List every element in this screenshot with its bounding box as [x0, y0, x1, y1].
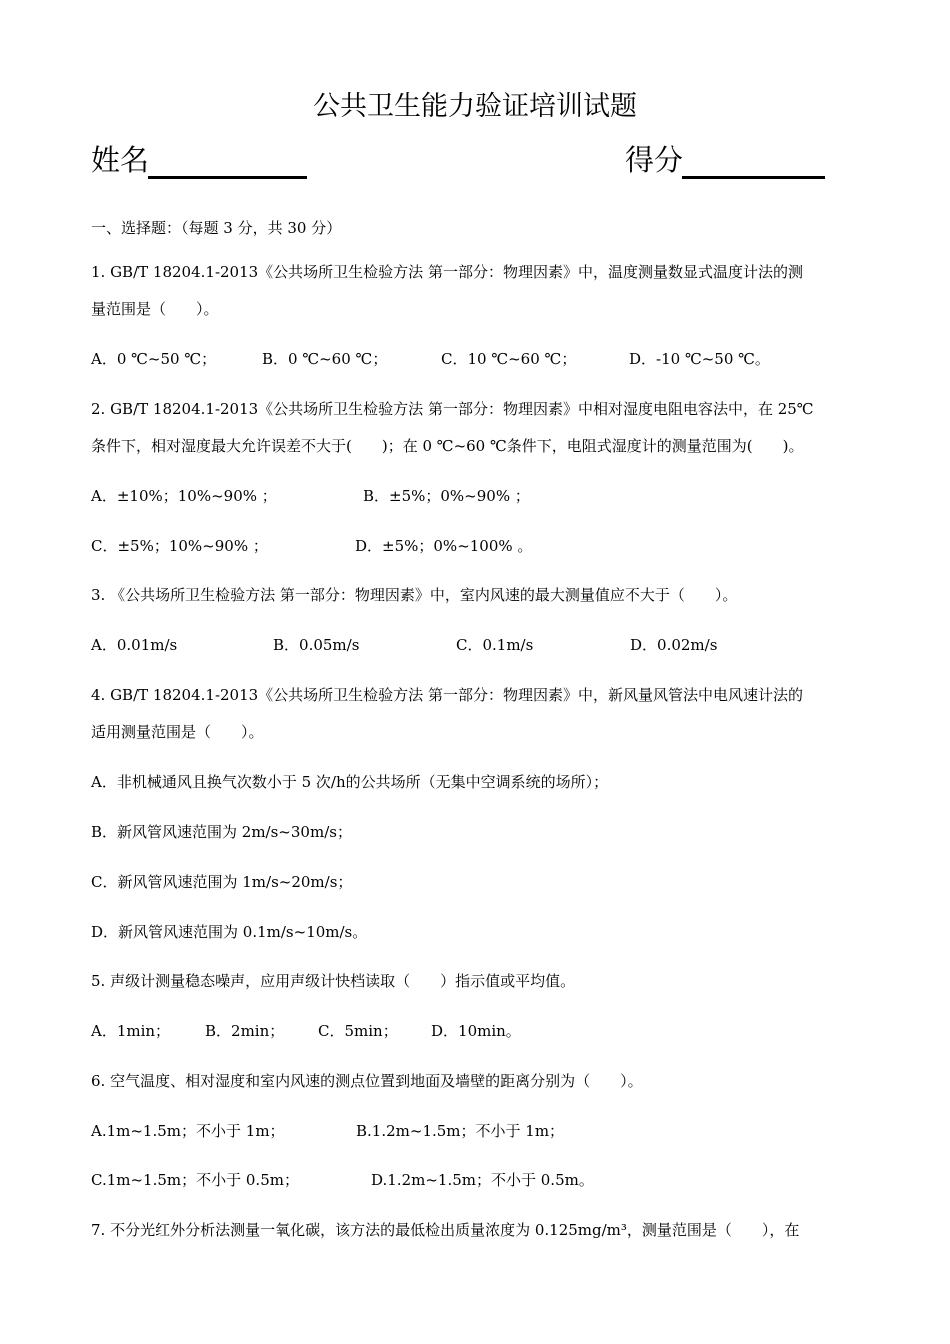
q5-option-c: C．5min；: [318, 1022, 398, 1040]
q6-option-c: C.1m~1.5m；不小于 0.5m；: [91, 1171, 299, 1189]
q5-option-b: B．2min；: [205, 1022, 285, 1040]
q2-option-d: D．±5%；0%~100% 。: [355, 537, 533, 555]
q4-option-c: C．新风管风速范围为 1m/s~20m/s；: [91, 873, 353, 891]
question-1-line-2: 量范围是（ ）。: [91, 300, 219, 318]
question-7-line-1: 7. 不分光红外分析法测量一氧化碳，该方法的最低检出质量浓度为 0.125mg/m³，测量范围是（ ），在: [91, 1221, 800, 1239]
question-5-line-1: 5. 声级计测量稳态噪声，应用声级计快档读取（ ）指示值或平均值。: [91, 972, 576, 990]
question-4-line-2: 适用测量范围是（ ）。: [91, 723, 264, 741]
q1-option-d: D．-10 ℃~50 ℃。: [629, 350, 770, 368]
q4-option-a: A．非机械通风且换气次数小于 5 次/h的公共场所（无集中空调系统的场所）；: [91, 773, 609, 791]
q6-option-a: A.1m~1.5m；不小于 1m；: [91, 1122, 285, 1140]
q2-option-c: C．±5%；10%~90% ；: [91, 537, 268, 555]
q6-option-b: B.1.2m~1.5m；不小于 1m；: [356, 1122, 565, 1140]
question-3-line-1: 3. 《公共场所卫生检验方法 第一部分：物理因素》中，室内风速的最大测量值应不大于（ ）。: [91, 586, 738, 604]
q3-option-a: A．0.01m/s: [91, 636, 178, 654]
q4-option-d: D．新风管风速范围为 0.1m/s~10m/s。: [91, 923, 368, 941]
q4-option-b: B．新风管风速范围为 2m/s~30m/s；: [91, 823, 352, 841]
question-1-line-1: 1. GB/T 18204.1-2013《公共场所卫生检验方法 第一部分：物理因素》中，温度测量数显式温度计法的测: [91, 263, 803, 281]
question-2-line-2: 条件下，相对湿度最大允许误差不大于( )；在 0 ℃~60 ℃条件下，电阻式湿度计的测量范围为( )。: [91, 437, 804, 455]
name-label: 姓名: [91, 143, 150, 177]
q3-option-d: D．0.02m/s: [630, 636, 718, 654]
q3-option-b: B．0.05m/s: [273, 636, 360, 654]
q1-option-a: A．0 ℃~50 ℃；: [91, 350, 217, 368]
q1-option-c: C．10 ℃~60 ℃；: [441, 350, 577, 368]
question-6-line-1: 6. 空气温度、相对湿度和室内风速的测点位置到地面及墙壁的距离分别为（ ）。: [91, 1072, 643, 1090]
q5-option-d: D．10min。: [431, 1022, 521, 1040]
question-2-line-1: 2. GB/T 18204.1-2013《公共场所卫生检验方法 第一部分：物理因素》中相对湿度电阻电容法中，在 25℃: [91, 400, 814, 418]
section-heading: 一、选择题：（每题 3 分，共 30 分）: [91, 219, 342, 237]
q6-option-d: D.1.2m~1.5m；不小于 0.5m。: [371, 1171, 594, 1189]
score-label: 得分: [625, 143, 684, 177]
q5-option-a: A．1min；: [91, 1022, 171, 1040]
q2-option-b: B．±5%；0%~90% ；: [363, 487, 530, 505]
question-4-line-1: 4. GB/T 18204.1-2013《公共场所卫生检验方法 第一部分：物理因素》中，新风量风管法中电风速计法的: [91, 686, 803, 704]
q1-option-b: B．0 ℃~60 ℃；: [262, 350, 388, 368]
q2-option-a: A．±10%；10%~90% ；: [91, 487, 277, 505]
name-blank-line: [148, 176, 307, 179]
q3-option-c: C．0.1m/s: [456, 636, 534, 654]
score-blank-line: [682, 176, 825, 179]
page-title: 公共卫生能力验证培训试题: [313, 91, 637, 122]
